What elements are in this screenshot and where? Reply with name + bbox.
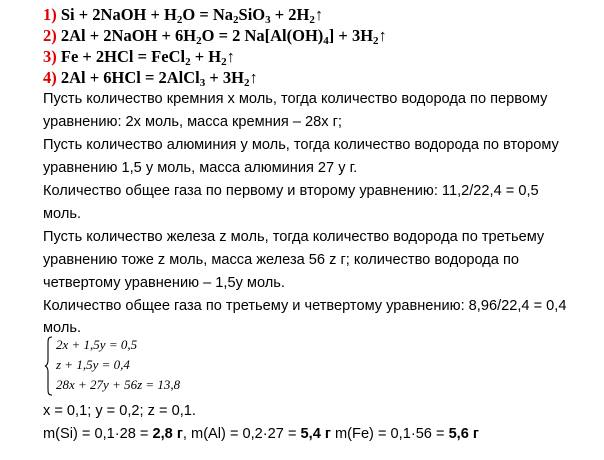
text-line: Пусть количество железа z моль, тогда количество водорода по третьему bbox=[43, 229, 545, 245]
equation-text: 2Al + 6HCl = 2AlCl$_3$ + $3H_2↑$ bbox=[60, 68, 258, 89]
text-line: уравнению тоже z моль, масса железа 56 z г; количество водорода по bbox=[43, 252, 519, 268]
text-line: Количество общее газа по третьему и четвертому уравнению: 8,96/22,4 = 0,4 bbox=[43, 298, 567, 314]
system-equation: 2x + 1,5y = 0,5 bbox=[56, 337, 138, 352]
text-line: уравнению: 2х моль, масса кремния – 28х г; bbox=[43, 114, 342, 130]
equation-system bbox=[44, 336, 194, 396]
mass-al-label: , m(Al) = 0,2·27 = bbox=[182, 426, 301, 442]
left-brace-icon bbox=[44, 336, 54, 396]
equation-text: Fe + 2HCl = FeCl$_2$ + $H_2↑$ bbox=[60, 47, 235, 68]
solution-line: x = 0,1; y = 0,2; z = 0,1. bbox=[43, 403, 196, 419]
equation-text: Si + 2NaOH + $H_2O = Na_2SiO_3$ + $2H_2↑$ bbox=[60, 5, 324, 26]
equation-number: 1) bbox=[43, 5, 57, 24]
text-line: Пусть количество кремния х моль, тогда количество водорода по первому bbox=[43, 91, 548, 107]
equation-4 bbox=[43, 68, 258, 88]
equation-1 bbox=[43, 5, 323, 25]
text-line: Пусть количество алюминия у моль, тогда количество водорода по второму bbox=[43, 137, 559, 153]
masses-line bbox=[43, 424, 479, 444]
mass-si-label: m(Si) = 0,1·28 = bbox=[43, 426, 153, 442]
equation-3 bbox=[43, 47, 235, 67]
system-equation: z + 1,5y = 0,4 bbox=[56, 357, 130, 372]
equation-text: 2Al + 2NaOH + $6H_2O = 2$ $Na[Al(OH)_4]$ + $3H_2↑$ bbox=[60, 26, 387, 47]
text-line: четвертому уравнению – 1,5у моль. bbox=[43, 275, 285, 291]
equation-number: 2) bbox=[43, 26, 57, 45]
text-line: моль. bbox=[43, 206, 82, 222]
system-equation: 28x + 27y + 56z = 13,8 bbox=[56, 377, 181, 392]
equation-number: 3) bbox=[43, 47, 57, 66]
text-line: уравнению 1,5 у моль, масса алюминия 27 у г. bbox=[43, 160, 358, 176]
mass-fe-value: 5,6 г bbox=[448, 426, 479, 442]
equation-number: 4) bbox=[43, 68, 57, 87]
equation-2 bbox=[43, 26, 387, 46]
mass-al-value: 5,4 г bbox=[300, 426, 331, 442]
mass-si-value: 2,8 г bbox=[152, 426, 183, 442]
text-line: Количество общее газа по первому и второму уравнению: 11,2/22,4 = 0,5 bbox=[43, 183, 539, 199]
text-line: моль. bbox=[43, 320, 82, 336]
mass-fe-label: m(Fe) = 0,1·56 = bbox=[330, 426, 449, 442]
